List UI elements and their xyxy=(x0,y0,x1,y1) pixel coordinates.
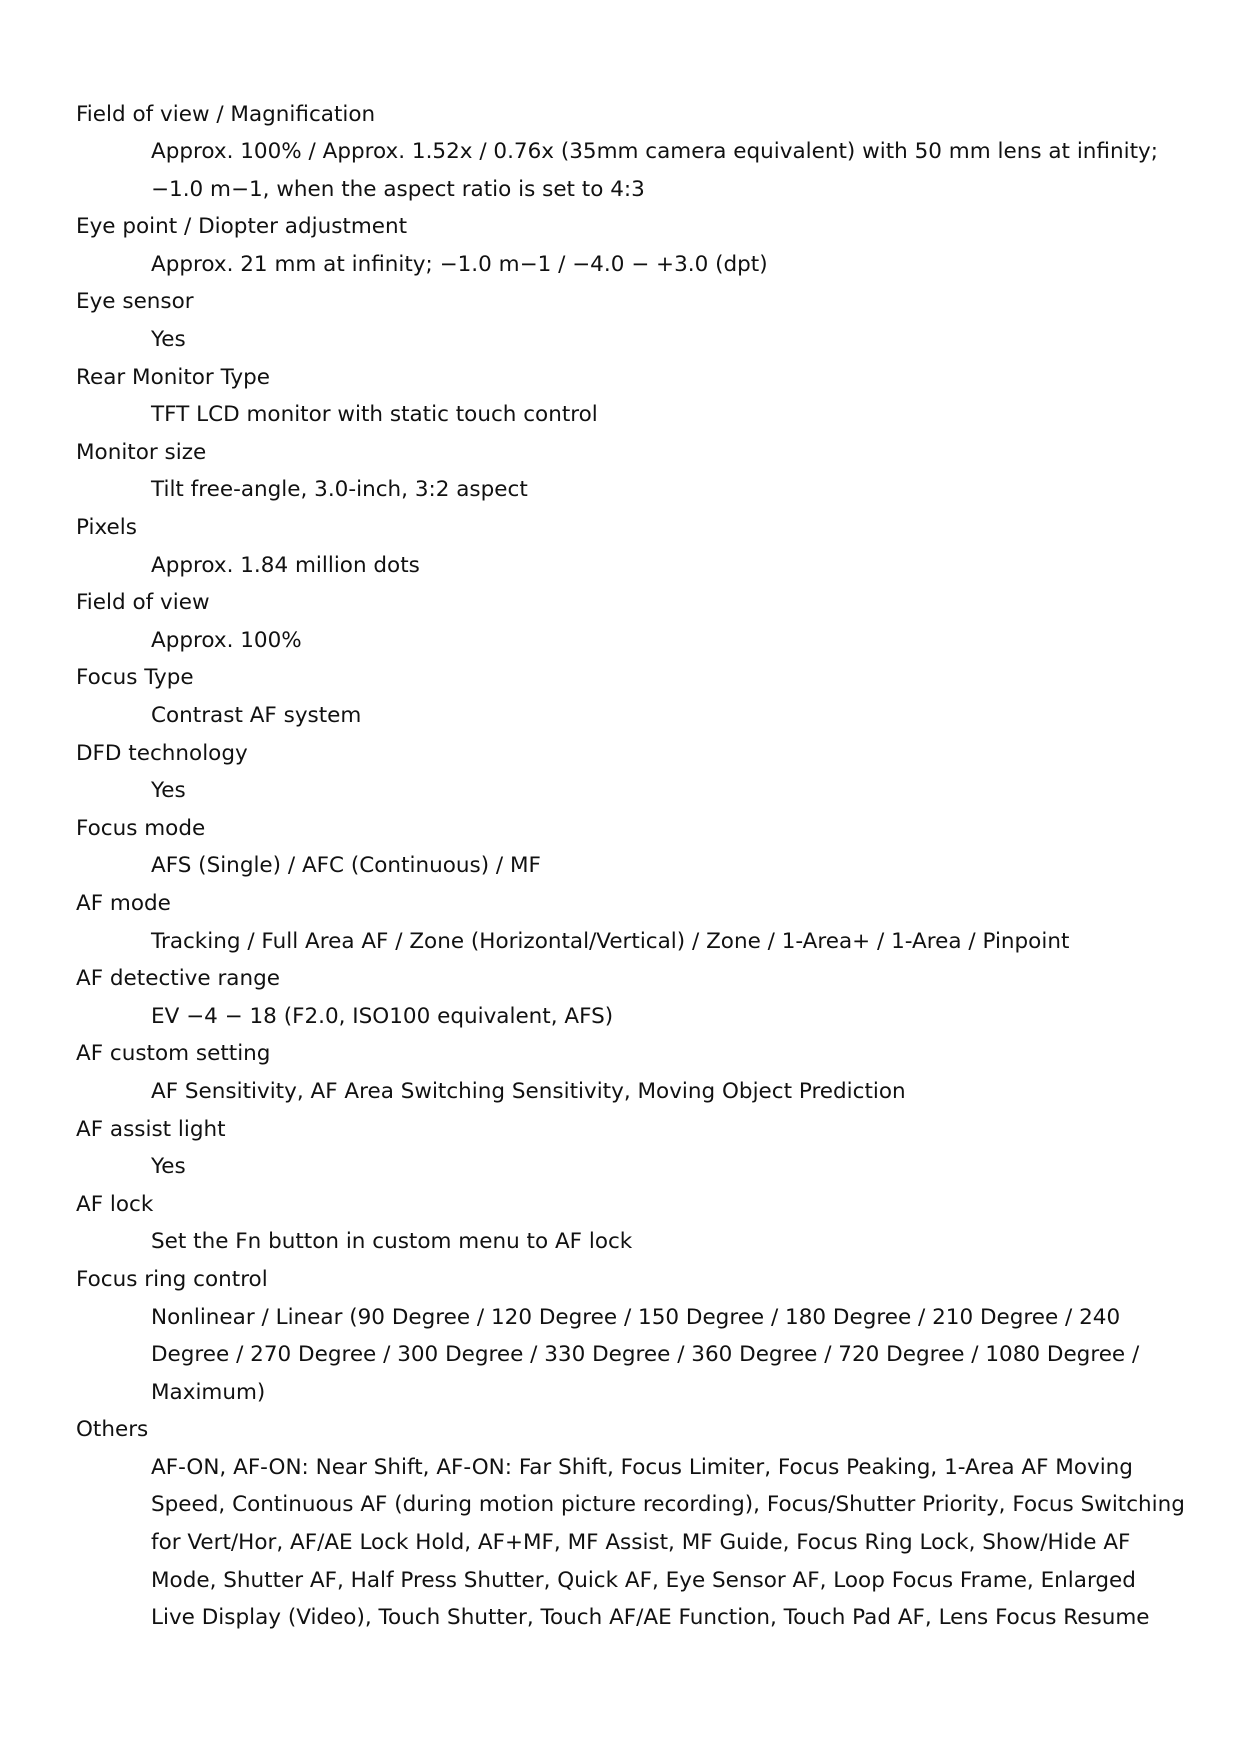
spec-term: Field of view / Magnification xyxy=(76,101,376,127)
spec-value: Yes xyxy=(151,327,186,353)
spec-value: Tracking / Full Area AF / Zone (Horizontal/Vertical) / Zone / 1-Area+ / 1-Area / Pinpoint xyxy=(151,928,1070,954)
spec-value: Nonlinear / Linear (90 Degree / 120 Degree / 150 Degree / 180 Degree / 210 Degree / 240 Degree / 270 Degree / 300 Degree / 330 Degree / 360 Degree / 720 Degree / 1080 Degree / Maximum) xyxy=(151,1304,1140,1405)
spec-term: Focus ring control xyxy=(76,1266,268,1292)
spec-term: Eye sensor xyxy=(76,289,194,315)
spec-value: Approx. 100% xyxy=(151,627,302,653)
spec-value: Approx. 21 mm at infinity; −1.0 m−1 / −4.0 − +3.0 (dpt) xyxy=(151,251,768,277)
spec-value: EV −4 − 18 (F2.0, ISO100 equivalent, AFS) xyxy=(151,1003,614,1029)
spec-term: Field of view xyxy=(76,590,210,616)
spec-value: Tilt free-angle, 3.0-inch, 3:2 aspect xyxy=(151,477,528,503)
spec-term: AF assist light xyxy=(76,1116,226,1142)
spec-term: Rear Monitor Type xyxy=(76,364,270,390)
spec-value: AF-ON, AF-ON: Near Shift, AF-ON: Far Shift, Focus Limiter, Focus Peaking, 1-Area AF Moving Speed, Continuous AF (during motion picture recording), Focus/Shutter Priority, Focus Switching for Vert/Hor, AF/AE Lock Hold, AF+MF, MF Assist, MF Guide, Focus Ring Lock, Show/Hide AF Mode, Shutter AF, Half Press Shutter, Quick AF, Eye Sensor AF, Loop Focus Frame, Enlarged Live Display (Video), Touch Shutter, Touch AF/AE Function, Touch Pad AF, Lens Focus Resume xyxy=(151,1454,1185,1631)
spec-term: AF lock xyxy=(76,1191,154,1217)
spec-term: Eye point / Diopter adjustment xyxy=(76,214,408,240)
spec-value: AF Sensitivity, AF Area Switching Sensitivity, Moving Object Prediction xyxy=(151,1078,906,1104)
spec-value: TFT LCD monitor with static touch control xyxy=(151,402,598,428)
spec-value: Yes xyxy=(151,778,186,804)
spec-term: AF mode xyxy=(76,890,171,916)
spec-value: Approx. 100% / Approx. 1.52x / 0.76x (35mm camera equivalent) with 50 mm lens at infinity; −1.0 m−1, when the aspect ratio is set to 4:3 xyxy=(151,139,1158,202)
spec-term: DFD technology xyxy=(76,740,248,766)
spec-value: AFS (Single) / AFC (Continuous) / MF xyxy=(151,853,541,879)
spec-term: Monitor size xyxy=(76,439,207,465)
spec-term: AF custom setting xyxy=(76,1041,271,1067)
spec-term: Pixels xyxy=(76,515,137,541)
spec-term: Focus Type xyxy=(76,665,194,691)
spec-term: Others xyxy=(76,1417,149,1443)
spec-list xyxy=(76,96,1186,1637)
spec-value: Set the Fn button in custom menu to AF lock xyxy=(151,1229,633,1255)
spec-term: AF detective range xyxy=(76,966,280,992)
spec-value: Approx. 1.84 million dots xyxy=(151,552,420,578)
spec-value: Contrast AF system xyxy=(151,703,362,728)
spec-term: Focus mode xyxy=(76,815,206,841)
spec-value: Yes xyxy=(151,1154,186,1180)
